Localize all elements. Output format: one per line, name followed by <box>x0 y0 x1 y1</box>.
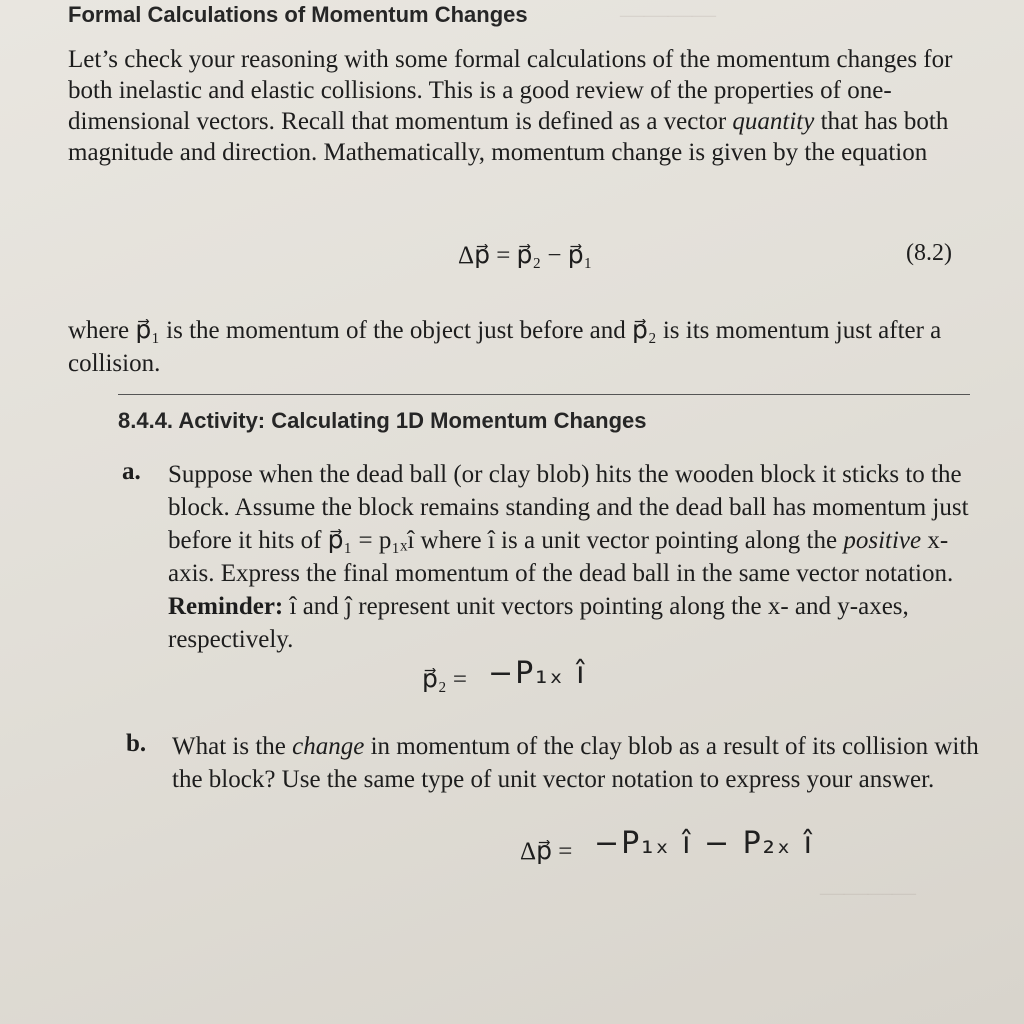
question-a-italic: positive <box>843 527 922 554</box>
equation-number: (8.2) <box>906 240 952 266</box>
intro-paragraph <box>68 44 968 168</box>
question-b-text <box>172 730 992 796</box>
question-a-text <box>168 458 988 656</box>
intro-text-2: that has both magnitude and direction. Mathematically, momentum change is given by the equation <box>68 108 949 166</box>
question-a-text-3: î and ĵ represent unit vectors pointing along the x- and y-axes, respectively. <box>168 593 909 653</box>
answer-a-handwritten: −P₁ₓ î <box>488 656 587 691</box>
intro-italic: quantity <box>732 108 815 135</box>
question-b-label: b. <box>126 730 147 757</box>
momentum-equation: Δp⃗ = p⃗₂ − p⃗₁ <box>458 242 593 269</box>
question-a-text-1: Suppose when the dead ball (or clay blob) hits the wooden block it sticks to the block. Assume the block remains standing and the dead ball has momentum just before it hits of p⃗₁ = p₁ₓî where î is a unit vector pointing along the <box>168 461 969 554</box>
answer-b-prefix: Δp⃗ = <box>520 838 573 865</box>
activity-title: 8.4.4. Activity: Calculating 1D Momentum Changes <box>118 408 647 433</box>
section-heading: Formal Calculations of Momentum Changes <box>68 2 528 27</box>
answer-b-handwritten: −P₁ₓ î − P₂ₓ î <box>594 826 814 861</box>
answer-a-prefix: p⃗₂ = <box>422 666 467 693</box>
intro-text-1: Let’s check your reasoning with some formal calculations of the momentum changes for both inelastic and elastic collisions. This is a good review of the properties of one-dimensional vectors. Recall that momentum is defined as a vector <box>68 46 953 135</box>
section-divider <box>118 394 970 395</box>
question-a-reminder: Reminder: <box>168 593 284 620</box>
show-through-text: ———— <box>820 880 916 906</box>
question-b-text-2: in momentum of the clay blob as a result of its collision with the block? Use the same type of unit vector notation to express your answer. <box>172 733 979 793</box>
question-a-text-2: x-axis. Express the final momentum of the dead ball in the same vector notation. <box>168 527 954 587</box>
equation-explanation: where p⃗₁ is the momentum of the object just before and p⃗₂ is its momentum just after a collision. <box>68 317 942 377</box>
question-b-italic: change <box>292 733 365 760</box>
question-b-text-1: What is the <box>172 733 293 760</box>
question-a-label: a. <box>122 458 141 485</box>
show-through-text: ———— <box>620 2 716 28</box>
